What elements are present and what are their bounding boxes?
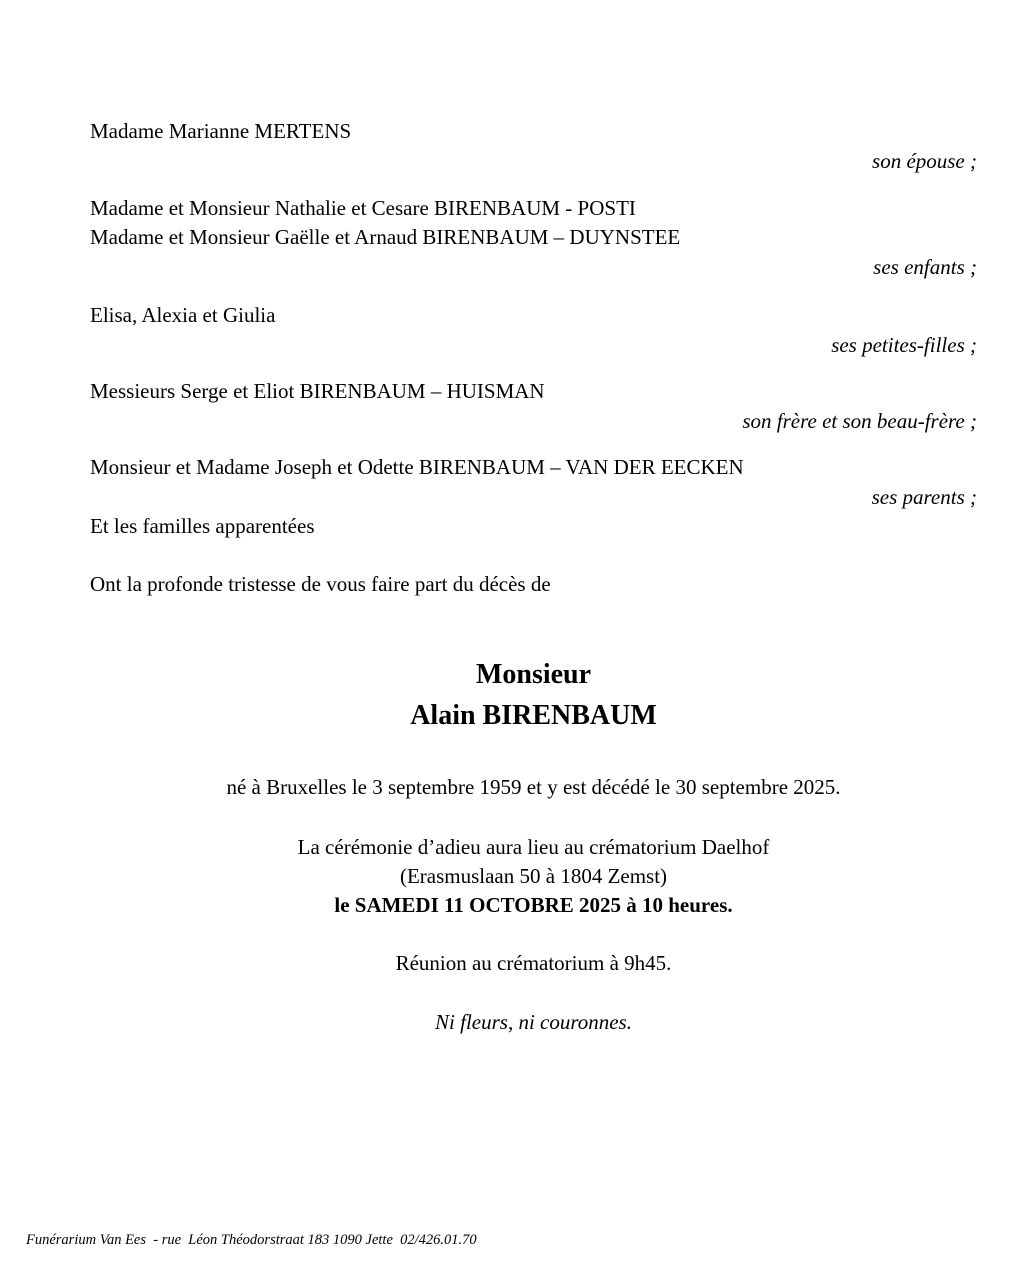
- ceremony-address-line: (Erasmuslaan 50 à 1804 Zemst): [399, 864, 668, 888]
- parents-relation: ses parents ;: [871, 485, 977, 509]
- children-names-line2: Madame et Monsieur Gaëlle et Arnaud BIRENBAUM – DUYNSTEE: [90, 225, 681, 249]
- granddaughters-relation: ses petites-filles ;: [831, 333, 977, 357]
- brothers-names: Messieurs Serge et Eliot BIRENBAUM – HUISMAN: [90, 379, 545, 403]
- ceremony-location-line: La cérémonie d’adieu aura lieu au crématorium Daelhof: [297, 835, 770, 859]
- deceased-title: Monsieur: [475, 659, 592, 690]
- related-families-line: Et les familles apparentées: [90, 514, 315, 538]
- intro-line: Ont la profonde tristesse de vous faire part du décès de: [90, 572, 551, 596]
- wife-names: Madame Marianne MERTENS: [90, 119, 352, 143]
- meeting-line: Réunion au crématorium à 9h45.: [395, 951, 672, 975]
- flowers-line: Ni fleurs, ni couronnes.: [435, 1010, 632, 1034]
- wife-relation: son épouse ;: [872, 149, 977, 173]
- children-names-line1: Madame et Monsieur Nathalie et Cesare BIRENBAUM - POSTI: [90, 196, 636, 220]
- deceased-name: Alain BIRENBAUM: [410, 700, 657, 731]
- life-dates-line: né à Bruxelles le 3 septembre 1959 et y est décédé le 30 septembre 2025.: [226, 775, 841, 799]
- ceremony-datetime-line: le SAMEDI 11 OCTOBRE 2025 à 10 heures.: [334, 893, 733, 917]
- funeral-home-footer: Funérarium Van Ees - rue Léon Théodorstraat 183 1090 Jette 02/426.01.70: [26, 1232, 477, 1248]
- children-relation: ses enfants ;: [873, 255, 977, 279]
- brothers-relation: son frère et son beau-frère ;: [742, 409, 977, 433]
- parents-names: Monsieur et Madame Joseph et Odette BIRENBAUM – VAN DER EECKEN: [90, 455, 744, 479]
- granddaughters-names: Elisa, Alexia et Giulia: [90, 303, 276, 327]
